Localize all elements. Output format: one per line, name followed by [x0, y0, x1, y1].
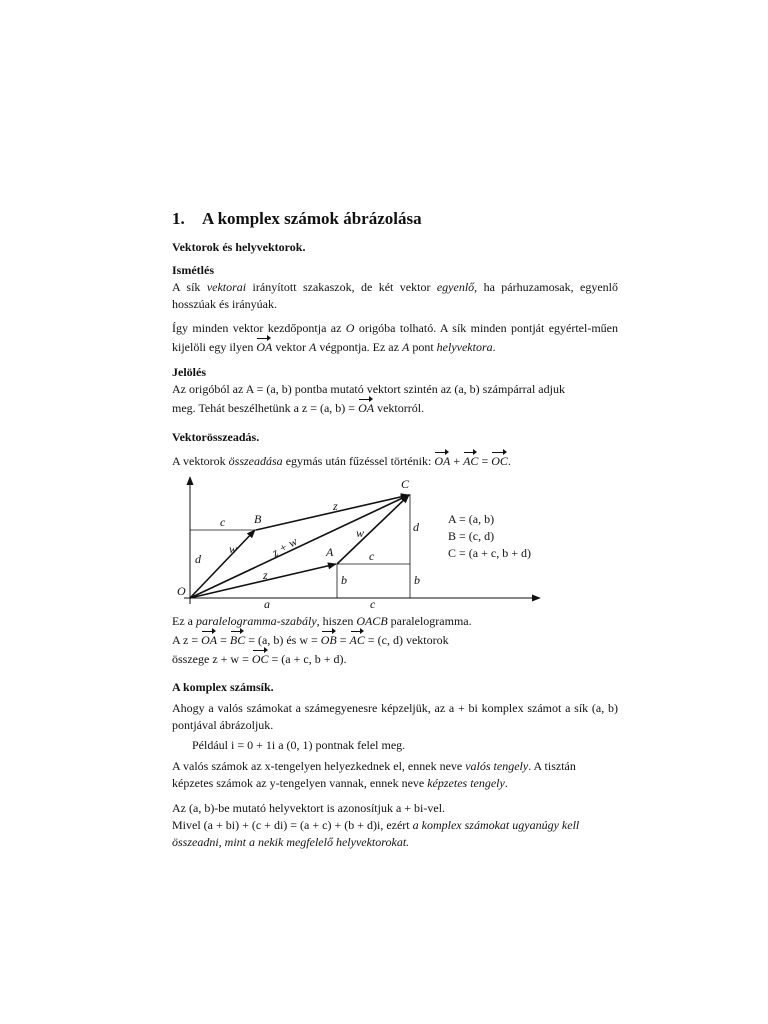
label-z-top: z [333, 499, 338, 513]
label-w-left: w [229, 542, 238, 556]
ismetles-paragraph-1: A sík vektorai irányított szakaszok, de két vektor egyenlő, ha párhuzamosak, egyenlő hosszúak és irányúak. [172, 280, 618, 311]
label-a-axis: a [264, 597, 270, 611]
vector-zw-OC [190, 495, 409, 598]
subheading-vectors: Vektorok és helyvektorok. [172, 240, 306, 254]
paral-line-2: A z = OA = BC = (a, b) és w = OB = AC = (c, d) vektorok [172, 630, 618, 649]
label-b-right: b [414, 573, 420, 587]
komplex-paragraph-2: A valós számok az x-tengelyen helyezkednek el, ennek neve valós tengely. A tisztán képzetes számok az y-tengelyen vannak, ennek neve képzetes tengely. [172, 759, 576, 790]
komplex-p3-line-2: Mivel (a + bi) + (c + di) = (a + c) + (b + d)i, ezért a komplex számokat ugyanúgy kell összeadni, mint a nekik megfelelő helyvektorokat. [172, 818, 580, 849]
jeloles-line-1: Az origóból az A = (a, b) pontba mutató vektort szintén az (a, b) számpárral adjuk [172, 382, 565, 396]
vector-w-OB [190, 530, 255, 598]
paral-line-3: összege z + w = OC = (a + c, b + d). [172, 649, 618, 668]
ismetles-title: Ismétlés [172, 263, 214, 277]
helper-lines [190, 494, 410, 598]
jeloles-line-2: meg. Tehát beszélhetünk a z = (a, b) = OA vektorról. [172, 398, 618, 417]
komplex-example: Például i = 0 + 1i a (0, 1) pontnak felel meg. [192, 738, 406, 752]
vector-z-BC [256, 495, 409, 530]
ismetles-block [172, 262, 618, 313]
label-d-left: d [195, 552, 201, 566]
paral-line-1: Ez a paralelogramma-szabály, hiszen OACB paralelogramma. [172, 614, 472, 628]
komplex-title: A komplex számsík. [172, 680, 274, 694]
label-B: B [254, 512, 262, 526]
osszeadas-title: Vektorösszeadás. [172, 430, 260, 444]
legend-A: A = (a, b) [448, 512, 495, 526]
osszeadas-line: A vektorok összeadása egymás után fűzéssel történik: OA + AC = OC. [172, 451, 618, 470]
vector-OA: OA [256, 337, 272, 356]
komplex-paragraph-3 [172, 800, 618, 851]
label-c-axis: c [370, 597, 376, 611]
label-w-right: w [356, 526, 365, 540]
label-b-mid: b [341, 573, 347, 587]
label-C: C [401, 477, 410, 491]
vector-w-AC [337, 495, 409, 564]
label-zw: z + w [269, 534, 300, 560]
vector-OA-2: OA [358, 398, 374, 417]
paral-block [172, 613, 618, 668]
jeloles-title: Jelölés [172, 365, 206, 379]
legend-B: B = (c, d) [448, 529, 495, 543]
section-title [172, 209, 618, 229]
label-c-top: c [220, 515, 226, 529]
komplex-paragraph-1: Ahogy a valós számokat a számegyenesre képzeljük, az a + bi komplex számot a sík (a, b) pontjával ábrázoljuk. [172, 701, 618, 732]
label-d-right: d [413, 520, 419, 534]
ismetles-paragraph-2: Így minden vektor kezdőpontja az O origóba tolható. A sík minden pontját egyértel-műen kijelöli egy ilyen OA vektor A végpontja. Ez az A pont helyvektora. [172, 321, 618, 354]
jeloles-block [172, 364, 618, 417]
komplex-p3-line-1: Az (a, b)-be mutató helyvektort is azonosítjuk a + bi-vel. [172, 801, 446, 815]
vector-z-OA [190, 564, 336, 598]
section-title-text: A komplex számok ábrázolása [202, 209, 422, 228]
section-number: 1. [172, 209, 185, 228]
label-z-low: z [263, 568, 268, 582]
legend-C: C = (a + c, b + d) [448, 546, 531, 560]
label-O: O [177, 584, 186, 598]
label-A: A [326, 545, 334, 559]
label-c-mid: c [369, 549, 375, 563]
